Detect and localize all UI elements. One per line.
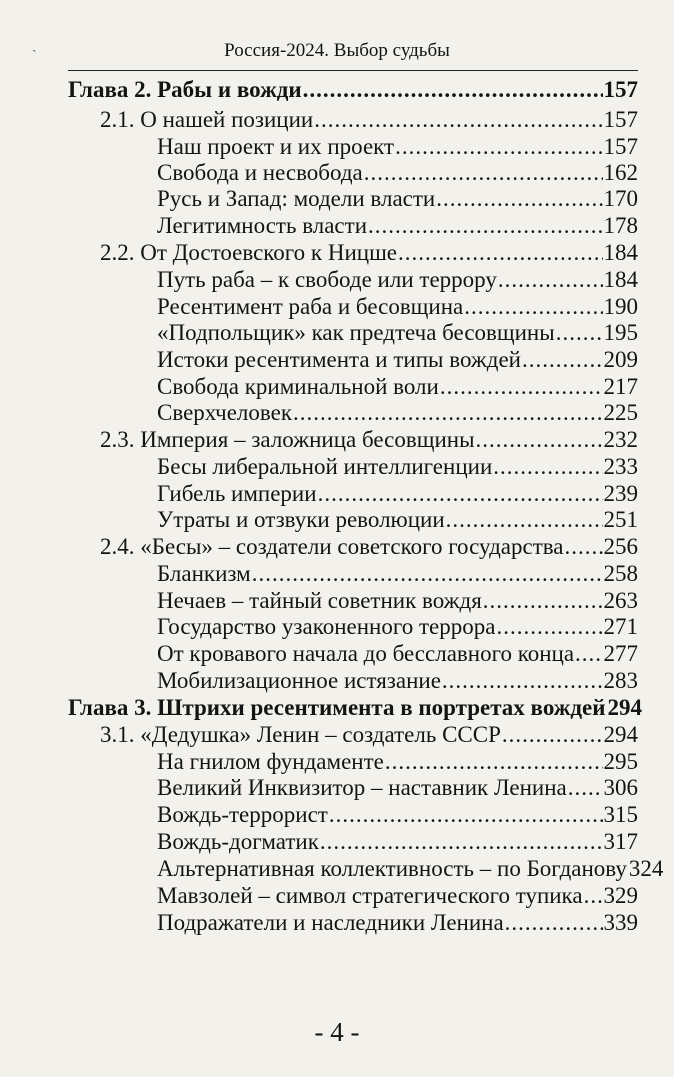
toc-page-number: 184 [603, 240, 638, 265]
toc-leader-dots [556, 319, 603, 347]
toc-page-number: 263 [603, 588, 638, 613]
toc-page-number: 277 [603, 641, 638, 666]
running-header: Россия-2024. Выбор судьбы [224, 40, 450, 61]
toc-title: Утраты и отзвуки революции [157, 507, 445, 532]
toc-entry [157, 480, 638, 508]
toc-leader-dots [505, 909, 603, 937]
toc-page-number: 251 [603, 507, 638, 532]
toc-page-number: 315 [603, 802, 638, 827]
toc-title: Вождь-террорист [157, 802, 328, 827]
toc-entry [157, 159, 638, 187]
toc-leader-dots [496, 613, 602, 641]
toc-title: Наш проект и их проект [157, 134, 395, 159]
toc-entry [157, 399, 638, 427]
toc-title: 2.4. «Бесы» – создатели советского государства [100, 534, 564, 559]
toc-page-number: 324 [628, 856, 664, 881]
toc-leader-dots [314, 106, 602, 134]
toc-title: 2.2. От Достоевского к Ницше [100, 240, 397, 265]
toc-leader-dots [320, 828, 603, 856]
toc-title: Свобода и несвобода [157, 160, 363, 185]
toc-title: Ресентимент раба и бесовщина [157, 294, 464, 319]
toc-entry [157, 801, 638, 829]
toc-title: От кровавого начала до бесславного конца [157, 641, 575, 666]
toc-page-number: 232 [603, 427, 638, 452]
header-rule [68, 70, 638, 71]
toc-page-number: 294 [603, 722, 638, 747]
toc-title: 2.3. Империя – заложница бесовщины [100, 427, 475, 452]
toc-title: Бланкизм [157, 561, 251, 586]
toc-leader-dots [502, 721, 603, 749]
toc-title: Путь раба – к свободе или террору [157, 267, 497, 292]
toc-chapter [68, 694, 643, 722]
toc-entry [157, 909, 638, 937]
toc-page-number: 195 [603, 320, 638, 345]
toc-entry [157, 266, 638, 294]
toc-title: Свобода криминальной воли [157, 374, 439, 399]
toc-page-number: 184 [603, 267, 638, 292]
toc-entry [157, 373, 638, 401]
toc-title: Государство узаконенного террора [157, 614, 496, 639]
toc-page-number: 217 [603, 374, 638, 399]
toc-leader-dots [368, 212, 603, 240]
toc-leader-dots [252, 560, 603, 588]
toc-entry [157, 185, 638, 213]
toc-section [100, 533, 638, 561]
toc-page-number: 329 [603, 883, 638, 908]
toc-leader-dots [522, 346, 603, 374]
toc-entry [157, 560, 638, 588]
toc-entry [157, 506, 638, 534]
toc-entry [157, 774, 638, 802]
toc-title: Истоки ресентимента и типы вождей [157, 347, 521, 372]
margin-mark: ˎ [32, 38, 37, 53]
toc-entry [157, 748, 638, 776]
toc-title: Нечаев – тайный советник вождя [157, 588, 482, 613]
toc-leader-dots [483, 587, 603, 615]
toc-title: Мобилизационное истязание [157, 668, 441, 693]
toc-leader-dots [498, 266, 603, 294]
toc-page-number: 283 [603, 668, 638, 693]
toc-entry [157, 346, 638, 374]
toc-leader-dots [568, 774, 603, 802]
toc-leader-dots [395, 133, 602, 161]
toc-section [100, 721, 638, 749]
toc-leader-dots [565, 533, 603, 561]
toc-title: Гибель империи [157, 481, 317, 506]
toc-section [100, 426, 638, 454]
toc-leader-dots [575, 640, 602, 668]
toc-page-number: 295 [603, 749, 638, 774]
toc-leader-dots [364, 159, 603, 187]
toc-entry [157, 587, 638, 615]
toc-leader-dots [293, 399, 603, 427]
toc-title: Вождь-догматик [157, 829, 319, 854]
toc-title: «Подпольщик» как предтеча бесовщины [157, 320, 555, 345]
toc-leader-dots [398, 239, 603, 267]
toc-page-number: 256 [603, 534, 638, 559]
toc-leader-dots [440, 373, 603, 401]
toc-page-number: 170 [603, 186, 638, 211]
toc-entry [157, 640, 638, 668]
toc-leader-dots [436, 185, 602, 213]
toc-leader-dots [446, 506, 603, 534]
toc-entry [157, 882, 638, 910]
toc-page-number: 317 [603, 829, 638, 854]
toc-title: Подражатели и наследники Ленина [157, 910, 504, 935]
toc-title: Сверхчеловек [157, 400, 292, 425]
toc-page-number: 306 [603, 775, 638, 800]
toc-section [100, 106, 638, 134]
toc-entry [157, 133, 638, 161]
toc-entry [157, 453, 638, 481]
page-number: - 4 - [314, 1017, 360, 1047]
toc-leader-dots [464, 293, 602, 321]
toc-title: Глава 2. Рабы и вожди [68, 77, 302, 102]
toc-title: Глава 3. Штрихи ресентимента в портретах вождей [68, 695, 606, 720]
toc-entry [157, 855, 664, 883]
toc-page-number: 225 [603, 400, 638, 425]
toc-page-number: 162 [603, 160, 638, 185]
toc-entry [157, 212, 638, 240]
toc-leader-dots [329, 801, 603, 829]
toc-leader-dots [318, 480, 603, 508]
toc-entry [157, 828, 638, 856]
toc-page-number: 339 [603, 910, 638, 935]
toc-page-number: 239 [603, 481, 638, 506]
toc-title: Русь и Запад: модели власти [157, 186, 436, 211]
toc-leader-dots [385, 748, 603, 776]
toc-title: Великий Инквизитор – наставник Ленина [157, 775, 567, 800]
toc-entry [157, 613, 638, 641]
toc-title: Легитимность власти [157, 213, 367, 238]
toc-page-number: 271 [603, 614, 638, 639]
toc-page-number: 294 [607, 695, 643, 720]
toc-title: 3.1. «Дедушка» Ленин – создатель СССР [100, 722, 501, 747]
toc-title: Альтернативная коллективность – по Богданову [157, 856, 627, 881]
toc-title: Бесы либеральной интеллигенции [157, 454, 493, 479]
toc-leader-dots [476, 426, 603, 454]
toc-page-number: 258 [603, 561, 638, 586]
toc-title: 2.1. О нашей позиции [100, 107, 314, 132]
toc-page-number: 157 [603, 134, 638, 159]
toc-leader-dots [493, 453, 602, 481]
toc-page-number: 157 [603, 107, 638, 132]
toc-leader-dots [584, 882, 603, 910]
toc-page-number: 178 [603, 213, 638, 238]
toc-entry [157, 293, 638, 321]
toc-section [100, 239, 638, 267]
toc-entry [157, 319, 638, 347]
toc-leader-dots [442, 667, 603, 695]
toc-title: На гнилом фундаменте [157, 749, 384, 774]
toc-page-number: 190 [603, 294, 638, 319]
toc-entry [157, 667, 638, 695]
toc-leader-dots [303, 76, 603, 104]
toc-title: Мавзолей – символ стратегического тупика [157, 883, 583, 908]
toc-chapter [68, 76, 638, 104]
toc-page-number: 209 [603, 347, 638, 372]
toc-page-number: 233 [603, 454, 638, 479]
toc-page-number: 157 [603, 77, 638, 102]
